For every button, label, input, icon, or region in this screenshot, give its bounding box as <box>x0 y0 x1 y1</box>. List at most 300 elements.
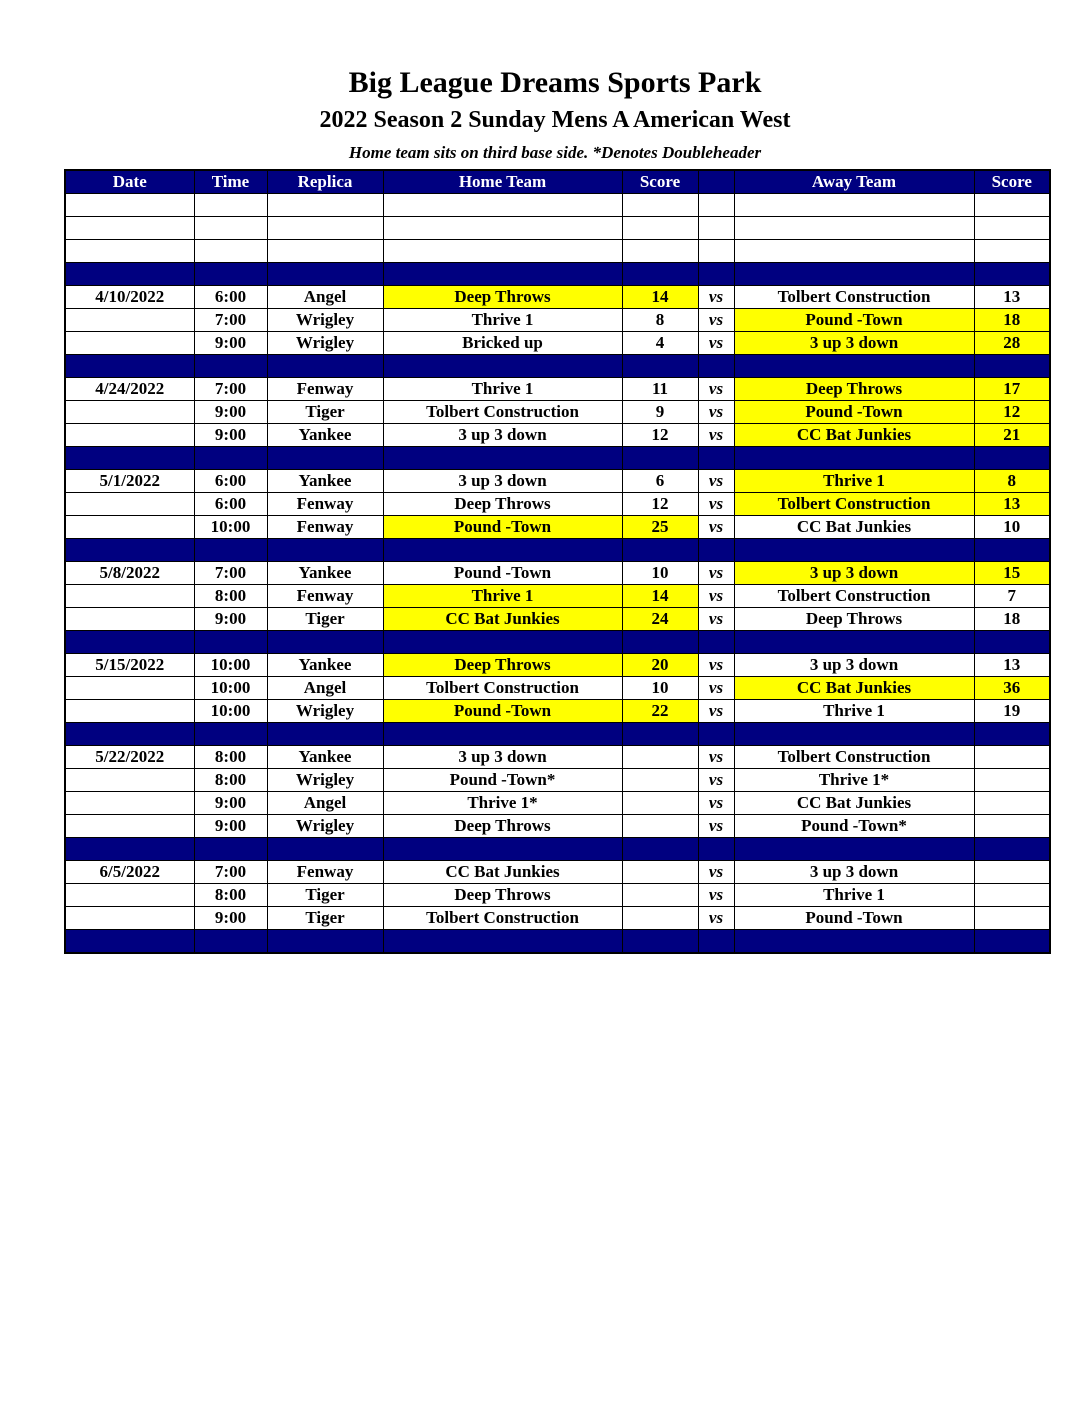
week-separator-cell <box>194 447 267 470</box>
week-separator-cell <box>194 930 267 954</box>
away-score: 21 <box>974 424 1050 447</box>
home-score: 9 <box>622 401 698 424</box>
game-row <box>65 562 1050 585</box>
game-date <box>65 309 194 332</box>
week-separator-cell <box>383 539 622 562</box>
week-separator-cell <box>194 723 267 746</box>
week-separator <box>65 447 1050 470</box>
home-score <box>622 815 698 838</box>
game-time: 8:00 <box>194 769 267 792</box>
blank-row <box>65 240 1050 263</box>
week-separator-cell <box>698 539 734 562</box>
vs-label: vs <box>698 493 734 516</box>
game-row <box>65 585 1050 608</box>
game-replica: Fenway <box>267 585 383 608</box>
away-team: Tolbert Construction <box>734 746 974 769</box>
col-away-score-header: Score <box>974 170 1050 194</box>
game-replica: Tiger <box>267 907 383 930</box>
away-score: 13 <box>974 654 1050 677</box>
home-score <box>622 884 698 907</box>
home-team: 3 up 3 down <box>383 470 622 493</box>
vs-label: vs <box>698 562 734 585</box>
away-team: Thrive 1 <box>734 884 974 907</box>
vs-label: vs <box>698 332 734 355</box>
week-separator-cell <box>65 263 194 286</box>
week-separator-cell <box>194 539 267 562</box>
away-score <box>974 907 1050 930</box>
blank-row-cell <box>622 194 698 217</box>
week-separator <box>65 631 1050 654</box>
blank-row-cell <box>267 240 383 263</box>
week-separator-cell <box>267 631 383 654</box>
blank-row-cell <box>698 217 734 240</box>
game-date: 5/8/2022 <box>65 562 194 585</box>
vs-label: vs <box>698 286 734 309</box>
vs-label: vs <box>698 861 734 884</box>
away-team: Pound -Town <box>734 401 974 424</box>
header-row <box>65 170 1050 194</box>
away-score: 13 <box>974 493 1050 516</box>
game-date <box>65 585 194 608</box>
week-separator-cell <box>734 723 974 746</box>
home-score: 24 <box>622 608 698 631</box>
game-row <box>65 677 1050 700</box>
blank-row-cell <box>698 240 734 263</box>
game-row <box>65 470 1050 493</box>
week-separator-cell <box>267 263 383 286</box>
away-score: 12 <box>974 401 1050 424</box>
schedule-table <box>64 169 1051 954</box>
away-score: 15 <box>974 562 1050 585</box>
week-separator-cell <box>383 930 622 954</box>
week-separator-cell <box>698 263 734 286</box>
game-time: 9:00 <box>194 332 267 355</box>
home-team: 3 up 3 down <box>383 746 622 769</box>
game-time: 10:00 <box>194 654 267 677</box>
game-time: 9:00 <box>194 907 267 930</box>
away-team: Deep Throws <box>734 378 974 401</box>
week-separator-cell <box>622 930 698 954</box>
away-team: Deep Throws <box>734 608 974 631</box>
game-date: 4/24/2022 <box>65 378 194 401</box>
blank-row-cell <box>267 194 383 217</box>
week-separator-cell <box>65 723 194 746</box>
home-score <box>622 792 698 815</box>
away-score <box>974 884 1050 907</box>
blank-row <box>65 217 1050 240</box>
game-replica: Wrigley <box>267 700 383 723</box>
vs-label: vs <box>698 700 734 723</box>
away-score: 7 <box>974 585 1050 608</box>
away-team: CC Bat Junkies <box>734 516 974 539</box>
week-separator-cell <box>734 539 974 562</box>
week-separator-cell <box>267 539 383 562</box>
page-title: Big League Dreams Sports Park <box>348 66 762 99</box>
week-separator-cell <box>267 355 383 378</box>
home-score: 12 <box>622 424 698 447</box>
col-vs-header <box>698 170 734 194</box>
vs-label: vs <box>698 424 734 447</box>
week-separator <box>65 723 1050 746</box>
home-team: Pound -Town <box>383 700 622 723</box>
game-date <box>65 884 194 907</box>
week-separator-cell <box>974 631 1050 654</box>
home-score: 14 <box>622 585 698 608</box>
blank-row-cell <box>974 194 1050 217</box>
away-team: Pound -Town* <box>734 815 974 838</box>
game-time: 6:00 <box>194 470 267 493</box>
game-time: 7:00 <box>194 378 267 401</box>
away-score: 28 <box>974 332 1050 355</box>
week-separator <box>65 838 1050 861</box>
game-time: 7:00 <box>194 562 267 585</box>
week-separator-cell <box>194 263 267 286</box>
game-date <box>65 677 194 700</box>
away-team: Thrive 1* <box>734 769 974 792</box>
week-separator-cell <box>734 631 974 654</box>
home-score: 6 <box>622 470 698 493</box>
home-score: 10 <box>622 562 698 585</box>
week-separator-cell <box>194 355 267 378</box>
week-separator-cell <box>734 930 974 954</box>
week-separator-cell <box>622 838 698 861</box>
game-time: 10:00 <box>194 677 267 700</box>
game-replica: Fenway <box>267 516 383 539</box>
away-team: 3 up 3 down <box>734 861 974 884</box>
week-separator-cell <box>698 355 734 378</box>
home-team: Tolbert Construction <box>383 677 622 700</box>
away-team: 3 up 3 down <box>734 654 974 677</box>
schedule-body <box>65 194 1050 954</box>
game-date <box>65 332 194 355</box>
game-date: 6/5/2022 <box>65 861 194 884</box>
blank-row-cell <box>622 240 698 263</box>
game-replica: Wrigley <box>267 769 383 792</box>
game-row <box>65 792 1050 815</box>
game-replica: Wrigley <box>267 332 383 355</box>
home-score: 25 <box>622 516 698 539</box>
game-replica: Fenway <box>267 861 383 884</box>
week-separator-cell <box>734 447 974 470</box>
week-separator-cell <box>383 631 622 654</box>
week-separator-cell <box>974 539 1050 562</box>
game-date: 5/1/2022 <box>65 470 194 493</box>
away-score <box>974 861 1050 884</box>
home-score: 14 <box>622 286 698 309</box>
vs-label: vs <box>698 378 734 401</box>
away-team: Pound -Town <box>734 309 974 332</box>
week-separator-cell <box>974 263 1050 286</box>
game-date <box>65 907 194 930</box>
game-time: 7:00 <box>194 861 267 884</box>
game-replica: Tiger <box>267 884 383 907</box>
blank-row <box>65 194 1050 217</box>
blank-row-cell <box>734 240 974 263</box>
game-replica: Yankee <box>267 470 383 493</box>
game-time: 8:00 <box>194 585 267 608</box>
away-team: Tolbert Construction <box>734 585 974 608</box>
blank-row-cell <box>194 217 267 240</box>
away-team: CC Bat Junkies <box>734 424 974 447</box>
away-team: 3 up 3 down <box>734 562 974 585</box>
game-replica: Yankee <box>267 424 383 447</box>
week-separator-cell <box>65 447 194 470</box>
away-score: 17 <box>974 378 1050 401</box>
vs-label: vs <box>698 815 734 838</box>
game-date <box>65 815 194 838</box>
game-date <box>65 401 194 424</box>
game-row <box>65 861 1050 884</box>
away-score: 10 <box>974 516 1050 539</box>
week-separator-cell <box>65 631 194 654</box>
game-replica: Tiger <box>267 401 383 424</box>
home-score: 4 <box>622 332 698 355</box>
home-score: 8 <box>622 309 698 332</box>
home-team: Pound -Town <box>383 516 622 539</box>
game-time: 9:00 <box>194 424 267 447</box>
col-date-header: Date <box>65 170 194 194</box>
home-score <box>622 861 698 884</box>
game-time: 6:00 <box>194 493 267 516</box>
game-date <box>65 493 194 516</box>
week-separator-cell <box>734 355 974 378</box>
game-replica: Fenway <box>267 378 383 401</box>
away-score <box>974 792 1050 815</box>
game-date <box>65 516 194 539</box>
week-separator <box>65 355 1050 378</box>
blank-row-cell <box>383 240 622 263</box>
game-row <box>65 332 1050 355</box>
blank-row-cell <box>698 194 734 217</box>
vs-label: vs <box>698 470 734 493</box>
blank-row-cell <box>65 194 194 217</box>
col-away-team-header: Away Team <box>734 170 974 194</box>
game-date: 5/15/2022 <box>65 654 194 677</box>
game-time: 10:00 <box>194 516 267 539</box>
game-row <box>65 746 1050 769</box>
game-row <box>65 654 1050 677</box>
week-separator-cell <box>383 447 622 470</box>
away-score: 18 <box>974 608 1050 631</box>
game-time: 9:00 <box>194 608 267 631</box>
week-separator-cell <box>65 539 194 562</box>
page-subtitle: 2022 Season 2 Sunday Mens A American West <box>319 107 791 133</box>
week-separator-cell <box>974 355 1050 378</box>
home-score <box>622 907 698 930</box>
week-separator-cell <box>194 838 267 861</box>
game-replica: Angel <box>267 286 383 309</box>
away-score: 18 <box>974 309 1050 332</box>
home-team: Deep Throws <box>383 493 622 516</box>
game-time: 10:00 <box>194 700 267 723</box>
col-home-team-header: Home Team <box>383 170 622 194</box>
week-separator-cell <box>65 355 194 378</box>
away-score <box>974 769 1050 792</box>
home-team: Pound -Town* <box>383 769 622 792</box>
away-score: 19 <box>974 700 1050 723</box>
game-replica: Angel <box>267 792 383 815</box>
week-separator-cell <box>622 447 698 470</box>
away-score <box>974 746 1050 769</box>
game-row <box>65 907 1050 930</box>
week-separator-cell <box>267 930 383 954</box>
home-team: Deep Throws <box>383 286 622 309</box>
week-separator <box>65 930 1050 954</box>
home-team: 3 up 3 down <box>383 424 622 447</box>
week-separator-cell <box>194 631 267 654</box>
blank-row-cell <box>383 217 622 240</box>
game-row <box>65 884 1050 907</box>
game-date <box>65 700 194 723</box>
week-separator-cell <box>734 838 974 861</box>
game-time: 9:00 <box>194 815 267 838</box>
vs-label: vs <box>698 884 734 907</box>
away-team: 3 up 3 down <box>734 332 974 355</box>
week-separator-cell <box>65 838 194 861</box>
home-score: 10 <box>622 677 698 700</box>
vs-label: vs <box>698 309 734 332</box>
vs-label: vs <box>698 608 734 631</box>
week-separator-cell <box>974 447 1050 470</box>
game-row <box>65 608 1050 631</box>
away-score: 36 <box>974 677 1050 700</box>
week-separator-cell <box>383 263 622 286</box>
game-replica: Wrigley <box>267 309 383 332</box>
week-separator-cell <box>698 930 734 954</box>
week-separator-cell <box>622 263 698 286</box>
blank-row-cell <box>622 217 698 240</box>
vs-label: vs <box>698 792 734 815</box>
home-team: CC Bat Junkies <box>383 608 622 631</box>
game-row <box>65 424 1050 447</box>
home-team: Thrive 1 <box>383 585 622 608</box>
game-date: 5/22/2022 <box>65 746 194 769</box>
game-date <box>65 608 194 631</box>
week-separator-cell <box>622 539 698 562</box>
vs-label: vs <box>698 516 734 539</box>
vs-label: vs <box>698 585 734 608</box>
home-score: 22 <box>622 700 698 723</box>
home-team: Bricked up <box>383 332 622 355</box>
game-time: 9:00 <box>194 401 267 424</box>
week-separator <box>65 539 1050 562</box>
home-team: Deep Throws <box>383 654 622 677</box>
col-time-header: Time <box>194 170 267 194</box>
week-separator-cell <box>622 631 698 654</box>
game-replica: Wrigley <box>267 815 383 838</box>
week-separator-cell <box>383 723 622 746</box>
home-score <box>622 769 698 792</box>
week-separator-cell <box>974 723 1050 746</box>
home-score: 11 <box>622 378 698 401</box>
home-team: Tolbert Construction <box>383 401 622 424</box>
game-date <box>65 769 194 792</box>
game-date <box>65 792 194 815</box>
blank-row-cell <box>65 240 194 263</box>
week-separator-cell <box>698 631 734 654</box>
away-team: Thrive 1 <box>734 700 974 723</box>
game-time: 9:00 <box>194 792 267 815</box>
game-row <box>65 769 1050 792</box>
game-time: 7:00 <box>194 309 267 332</box>
blank-row-cell <box>734 217 974 240</box>
game-row <box>65 309 1050 332</box>
week-separator-cell <box>974 838 1050 861</box>
blank-row-cell <box>65 217 194 240</box>
away-team: Tolbert Construction <box>734 286 974 309</box>
vs-label: vs <box>698 769 734 792</box>
blank-row-cell <box>974 217 1050 240</box>
blank-row-cell <box>383 194 622 217</box>
vs-label: vs <box>698 677 734 700</box>
game-date: 4/10/2022 <box>65 286 194 309</box>
game-row <box>65 286 1050 309</box>
away-score <box>974 815 1050 838</box>
game-replica: Yankee <box>267 654 383 677</box>
home-team: Thrive 1* <box>383 792 622 815</box>
week-separator-cell <box>383 355 622 378</box>
week-separator-cell <box>622 355 698 378</box>
page-note: Home team sits on third base side. *Denotes Doubleheader <box>348 143 762 162</box>
away-team: Thrive 1 <box>734 470 974 493</box>
week-separator-cell <box>267 838 383 861</box>
home-team: Thrive 1 <box>383 378 622 401</box>
vs-label: vs <box>698 746 734 769</box>
home-team: Thrive 1 <box>383 309 622 332</box>
home-team: Pound -Town <box>383 562 622 585</box>
blank-row-cell <box>267 217 383 240</box>
game-date <box>65 424 194 447</box>
game-time: 8:00 <box>194 746 267 769</box>
away-team: Pound -Town <box>734 907 974 930</box>
game-replica: Yankee <box>267 746 383 769</box>
game-time: 8:00 <box>194 884 267 907</box>
blank-row-cell <box>194 240 267 263</box>
week-separator-cell <box>734 263 974 286</box>
week-separator-cell <box>974 930 1050 954</box>
home-team: Deep Throws <box>383 884 622 907</box>
blank-row-cell <box>974 240 1050 263</box>
week-separator <box>65 263 1050 286</box>
home-score <box>622 746 698 769</box>
home-team: CC Bat Junkies <box>383 861 622 884</box>
col-replica-header: Replica <box>267 170 383 194</box>
blank-row-cell <box>194 194 267 217</box>
vs-label: vs <box>698 907 734 930</box>
home-team: Deep Throws <box>383 815 622 838</box>
week-separator-cell <box>267 723 383 746</box>
game-row <box>65 815 1050 838</box>
vs-label: vs <box>698 654 734 677</box>
away-score: 8 <box>974 470 1050 493</box>
col-home-score-header: Score <box>622 170 698 194</box>
away-team: Tolbert Construction <box>734 493 974 516</box>
week-separator-cell <box>698 723 734 746</box>
week-separator-cell <box>65 930 194 954</box>
week-separator-cell <box>698 838 734 861</box>
home-score: 12 <box>622 493 698 516</box>
home-score: 20 <box>622 654 698 677</box>
game-replica: Tiger <box>267 608 383 631</box>
game-row <box>65 516 1050 539</box>
game-replica: Fenway <box>267 493 383 516</box>
game-row <box>65 493 1050 516</box>
game-replica: Yankee <box>267 562 383 585</box>
game-row <box>65 401 1050 424</box>
game-row <box>65 378 1050 401</box>
week-separator-cell <box>698 447 734 470</box>
week-separator-cell <box>622 723 698 746</box>
